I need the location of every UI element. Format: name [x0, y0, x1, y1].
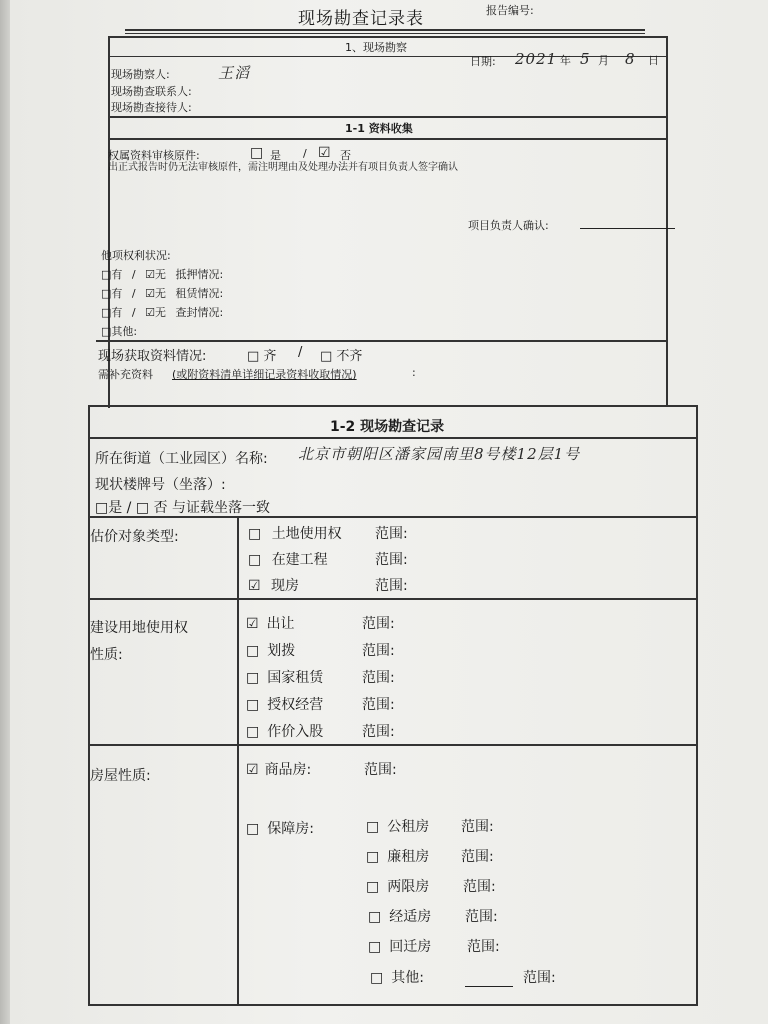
frame-left-bottom	[88, 405, 90, 1005]
seizure-no-option[interactable]: ☑无	[145, 306, 166, 319]
affordable-house-checkbox[interactable]: □	[246, 821, 260, 837]
object-type-item	[248, 575, 299, 595]
ownership-no-label: 否	[340, 149, 351, 162]
ownership-note: 出正式报告时仍无法审核原件，需注明理由及处理办法并有项目负责人签字确认	[108, 162, 458, 173]
title-rule	[125, 29, 645, 31]
sub-range-label: 范围:	[467, 939, 500, 955]
affordable-sub-item	[370, 967, 424, 987]
frame-right-bottom	[696, 405, 698, 1005]
affordable-house-label: 保障房:	[267, 821, 314, 837]
other-fill-line	[465, 986, 513, 987]
month-char: 月	[598, 54, 609, 67]
rights-row-mortgage	[101, 266, 223, 282]
low-rent-checkbox[interactable]: □	[366, 849, 380, 865]
economic-housing-label: 经适房	[389, 909, 432, 925]
record-section-title: 1-2 现场勘查记录	[330, 419, 445, 435]
other-housing-checkbox[interactable]: □	[370, 970, 384, 986]
sub-range-label: 范围:	[461, 849, 494, 865]
house-nature-label: 房屋性质:	[90, 768, 151, 784]
land-use-item	[246, 721, 323, 741]
frame-bottom	[88, 1004, 698, 1006]
low-rent-label: 廉租房	[387, 849, 430, 865]
mortgage-no-option[interactable]: ☑无	[145, 268, 166, 281]
affordable-sub-item	[368, 936, 431, 956]
land-range-label: 范围:	[362, 643, 395, 659]
under-construction-label: 在建工程	[271, 552, 328, 568]
seizure-yes-option[interactable]: □有	[101, 306, 123, 319]
affordable-house-item	[246, 818, 314, 838]
ownership-yes-label: 是	[270, 149, 281, 162]
date-label: 日期:	[470, 55, 496, 68]
row-line	[96, 340, 668, 342]
price-limited-checkbox[interactable]: □	[366, 879, 380, 895]
relocation-housing-label: 回迁房	[389, 939, 432, 955]
materials-label: 现场获取资料情况:	[98, 349, 207, 364]
year-char: 年	[560, 54, 571, 67]
land-use-right-checkbox[interactable]: □	[248, 526, 262, 542]
allocation-checkbox[interactable]: □	[246, 643, 260, 659]
land-use-item	[246, 667, 323, 687]
relocation-housing-checkbox[interactable]: □	[368, 939, 382, 955]
row-line	[108, 116, 668, 118]
ownership-separator: /	[303, 147, 307, 160]
transfer-checkbox[interactable]: ☑	[246, 616, 259, 632]
lease-separator: /	[131, 287, 136, 300]
row-line	[88, 437, 698, 439]
contact-label: 现场勘查联系人:	[111, 85, 192, 98]
sub-range-label: 范围:	[465, 909, 498, 925]
row-line	[88, 598, 698, 600]
form-title: 现场勘查记录表	[298, 9, 424, 29]
land-range-label: 范围:	[362, 616, 395, 632]
ownership-yes-checkbox[interactable]: □	[250, 145, 264, 161]
object-type-label: 估价对象类型:	[90, 529, 179, 545]
rights-row-seizure	[101, 304, 223, 320]
state-lease-label: 国家租赁	[267, 670, 324, 686]
allocation-label: 划拨	[267, 643, 296, 659]
affordable-sub-item	[366, 876, 429, 896]
ownership-no-checkbox[interactable]: ☑	[318, 145, 331, 161]
capital-contribution-label: 作价入股	[267, 724, 324, 740]
seizure-separator: /	[131, 306, 136, 319]
row-line	[88, 405, 698, 407]
day-char: 日	[648, 54, 659, 67]
pm-confirm-label: 项目负责人确认:	[468, 219, 549, 232]
plate-label: 现状楼牌号（坐落）:	[95, 477, 226, 493]
state-lease-checkbox[interactable]: □	[246, 670, 260, 686]
row-line	[88, 744, 698, 746]
location-consistent-options[interactable]: □是 / □ 否 与证载坐落一致	[95, 500, 270, 516]
report-number-label: 报告编号:	[486, 4, 534, 17]
rights-other-option[interactable]: □其他:	[101, 325, 138, 338]
supplement-label: 需补充资料	[98, 368, 153, 381]
land-use-item	[246, 640, 295, 660]
title-rule-thin	[125, 33, 645, 34]
affordable-sub-item	[368, 906, 431, 926]
public-rental-label: 公租房	[387, 819, 430, 835]
row-line	[88, 516, 698, 518]
authorized-operation-checkbox[interactable]: □	[246, 697, 260, 713]
surveyor-label: 现场勘察人:	[111, 68, 170, 81]
lease-yes-option[interactable]: □有	[101, 287, 123, 300]
sub-range-label: 范围:	[461, 819, 494, 835]
existing-house-checkbox[interactable]: ☑	[248, 578, 261, 594]
supplement-note: (或附资料清单详细记录资料收取情况)	[172, 368, 357, 381]
supplement-colon: :	[412, 366, 416, 379]
mortgage-yes-option[interactable]: □有	[101, 268, 123, 281]
commercial-house-item	[246, 759, 311, 779]
capital-contribution-checkbox[interactable]: □	[246, 724, 260, 740]
commercial-range-label: 范围:	[364, 762, 397, 778]
date-day: 8	[625, 50, 636, 68]
frame-top	[108, 36, 668, 38]
date-year: 2021	[515, 50, 558, 68]
object-range-label: 范围:	[375, 526, 408, 542]
street-label: 所在街道（工业园区）名称:	[95, 451, 268, 467]
surveyor-signature: 王滔	[218, 64, 251, 82]
materials-separator: /	[298, 345, 303, 360]
sub-range-label: 范围:	[463, 879, 496, 895]
object-range-label: 范围:	[375, 552, 408, 568]
affordable-sub-item	[366, 846, 429, 866]
rights-title: 他项权利状况:	[101, 249, 171, 262]
land-use-label-line2: 性质:	[90, 647, 123, 663]
mortgage-separator: /	[131, 268, 136, 281]
object-range-label: 范围:	[375, 578, 408, 594]
land-use-item	[246, 694, 323, 714]
row-line	[108, 138, 668, 140]
affordable-sub-item	[366, 816, 429, 836]
materials-incomplete-option[interactable]: □ 不齐	[320, 349, 363, 364]
land-range-label: 范围:	[362, 670, 395, 686]
column-divider	[237, 516, 239, 1006]
seizure-label: 查封情况:	[175, 306, 224, 319]
public-rental-checkbox[interactable]: □	[366, 819, 380, 835]
land-use-right-label: 土地使用权	[271, 526, 342, 542]
land-use-item	[246, 613, 295, 633]
date-month: 5	[580, 50, 591, 68]
materials-complete-option[interactable]: □ 齐	[247, 349, 277, 364]
land-range-label: 范围:	[362, 724, 395, 740]
ownership-label: 权属资料审核原件:	[108, 149, 200, 162]
survey-section-title: 1、现场勘察	[345, 41, 407, 54]
pm-signature-line	[580, 228, 675, 229]
sub-range-label: 范围:	[523, 970, 556, 986]
price-limited-label: 两限房	[387, 879, 430, 895]
economic-housing-checkbox[interactable]: □	[368, 909, 382, 925]
lease-no-option[interactable]: ☑无	[145, 287, 166, 300]
commercial-house-label: 商品房:	[264, 762, 312, 778]
transfer-label: 出让	[266, 616, 295, 632]
commercial-house-checkbox[interactable]: ☑	[246, 762, 259, 778]
object-type-item	[248, 549, 328, 569]
lease-label: 租赁情况:	[175, 287, 224, 300]
mortgage-label: 抵押情况:	[175, 268, 224, 281]
land-use-label-line1: 建设用地使用权	[90, 620, 188, 636]
existing-house-label: 现房	[271, 578, 300, 594]
under-construction-checkbox[interactable]: □	[248, 552, 262, 568]
other-housing-label: 其他:	[391, 970, 424, 986]
object-type-item	[248, 523, 342, 543]
receiver-label: 现场勘查接待人:	[111, 101, 192, 114]
rights-row-lease	[101, 285, 223, 301]
street-value: 北京市朝阳区潘家园南里8号楼12层1号	[298, 445, 581, 463]
land-range-label: 范围:	[362, 697, 395, 713]
collect-section-title: 1-1 资料收集	[345, 122, 413, 135]
frame-right-top	[666, 36, 668, 406]
authorized-operation-label: 授权经营	[267, 697, 324, 713]
